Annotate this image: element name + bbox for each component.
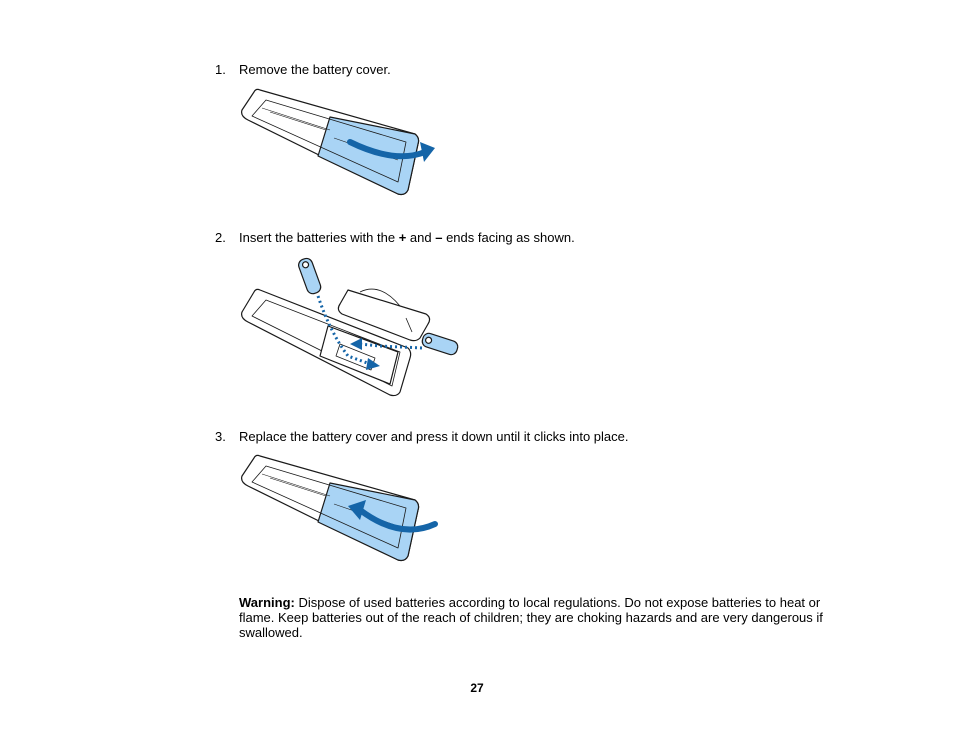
minus-symbol: –	[435, 230, 443, 245]
step-1	[215, 62, 391, 77]
step-2-text-before: Insert the batteries with the	[239, 230, 399, 245]
page-number: 27	[470, 681, 484, 695]
step-2-number: 2.	[215, 230, 226, 245]
arrow-head-icon	[420, 142, 435, 162]
plus-symbol: +	[398, 230, 407, 245]
step-1-number: 1.	[215, 62, 226, 77]
step-3-number: 3.	[215, 429, 226, 444]
step-2-text-after: ends facing as shown.	[442, 230, 575, 245]
step-1-text: Remove the battery cover.	[239, 62, 391, 77]
battery-right	[421, 332, 460, 356]
replace-cover-illustration	[230, 448, 450, 568]
step-3	[215, 429, 628, 444]
remove-cover-illustration	[230, 82, 450, 202]
battery-top	[297, 257, 322, 296]
warning-label: Warning:	[239, 595, 295, 610]
insert-batteries-illustration	[230, 252, 470, 402]
warning-text: Dispose of used batteries according to local regulations. Do not expose batteries to heat or flame. Keep batteries out of the reach of children; they are choking hazards and are very dangerous if swallowed.	[239, 595, 823, 640]
step-2	[215, 230, 575, 245]
step-2-text-mid: and	[406, 230, 436, 245]
warning-note	[239, 595, 824, 640]
step-3-text: Replace the battery cover and press it down until it clicks into place.	[239, 429, 629, 444]
